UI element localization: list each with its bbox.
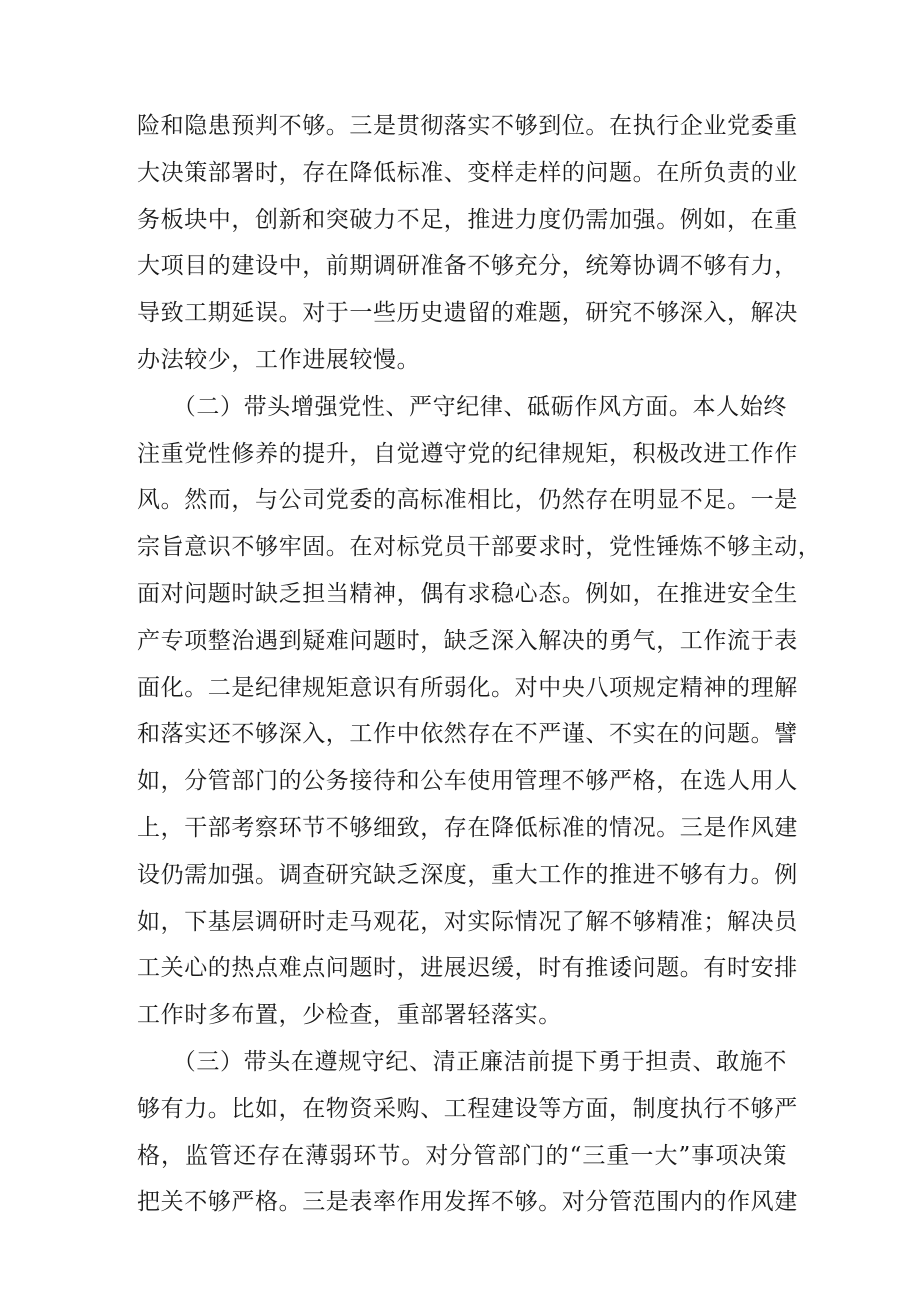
text-line: 工关心的热点难点问题时，进展迟缓，时有推诿问题。有时安排 xyxy=(137,955,798,982)
text-line: 工作时多布置，少检查，重部署轻落实。 xyxy=(137,1002,562,1029)
text-line: 如，分管部门的公务接待和公车使用管理不够严格，在选人用人 xyxy=(137,768,798,795)
paragraph-2 xyxy=(137,384,822,1039)
text-line: 办法较少，工作进展较慢。 xyxy=(137,346,421,373)
text-line: 上，干部考察环节不够细致，存在降低标准的情况。三是作风建 xyxy=(137,814,798,841)
text-line: 注重党性修养的提升，自觉遵守党的纪律规矩，积极改进工作作 xyxy=(137,440,798,467)
text-line: 产专项整治遇到疑难问题时，缺乏深入解决的勇气，工作流于表 xyxy=(137,627,798,654)
text-line: 风。然而，与公司党委的高标准相比，仍然存在明显不足。一是 xyxy=(137,487,798,514)
document-body xyxy=(137,103,822,1226)
paragraph-1 xyxy=(137,103,798,384)
paragraph-3 xyxy=(137,1039,798,1226)
text-line: 导致工期延误。对于一些历史遗留的难题，研究不够深入，解决 xyxy=(137,300,798,327)
text-line: 把关不够严格。三是表率作用发挥不够。对分管范围内的作风建 xyxy=(137,1189,798,1216)
text-line: 如，下基层调研时走马观花，对实际情况了解不够精准；解决员 xyxy=(137,908,798,935)
text-line: 面化。二是纪律规矩意识有所弱化。对中央八项规定精神的理解 xyxy=(137,674,798,701)
text-line: 面对问题时缺乏担当精神，偶有求稳心态。例如，在推进安全生 xyxy=(137,580,798,607)
text-line: 险和隐患预判不够。三是贯彻落实不够到位。在执行企业党委重 xyxy=(137,113,798,139)
text-line: 宗旨意识不够牢固。在对标党员干部要求时，党性锤炼不够主动， xyxy=(137,534,822,561)
text-line: 务板块中，创新和突破力不足，推进力度仍需加强。例如，在重 xyxy=(137,206,798,233)
text-line: 够有力。比如，在物资采购、工程建设等方面，制度执行不够严 xyxy=(137,1095,798,1122)
text-line: 和落实还不够深入，工作中依然存在不严谨、不实在的问题。譬 xyxy=(137,721,798,748)
text-line: 大决策部署时，存在降低标准、变样走样的问题。在所负责的业 xyxy=(137,159,798,186)
text-line: （三）带头在遵规守纪、清正廉洁前提下勇于担责、敢施不 xyxy=(137,1048,787,1075)
text-line: 大项目的建设中，前期调研准备不够充分，统筹协调不够有力， xyxy=(137,253,798,280)
text-line: （二）带头增强党性、严守纪律、砥砺作风方面。本人始终 xyxy=(137,393,787,420)
text-line: 格，监管还存在薄弱环节。对分管部门的“三重一大”事项决策 xyxy=(137,1142,787,1169)
text-line: 设仍需加强。调查研究缺乏深度，重大工作的推进不够有力。例 xyxy=(137,861,798,888)
